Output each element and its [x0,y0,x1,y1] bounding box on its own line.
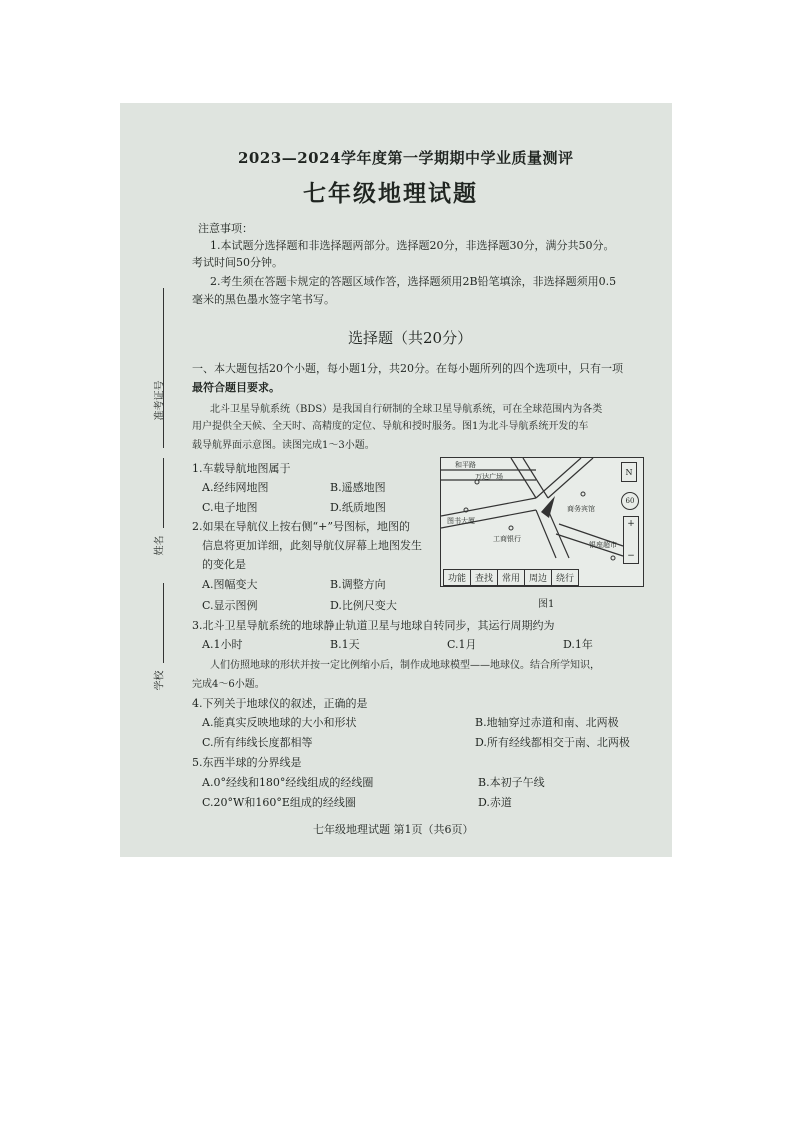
exam-no-label: 准考证号 [154,380,166,421]
part1-instruction-2: 最符合题目要求。 [192,381,280,394]
school-line [163,583,164,663]
name-line [163,458,164,528]
q3-option-a: A.1小时 [202,638,243,651]
map-label-market: 银座超市 [589,541,617,549]
navigation-map-figure [440,457,644,587]
q3-option-b: B.1天 [330,638,360,651]
q2-stem-3: 的变化是 [202,558,246,571]
passage1-line-2: 用户提供全天候、全天时、高精度的定位、导航和授时服务。图1为北斗导航系统开发的车 [192,421,589,432]
notice-line-1b: 考试时间50分钟。 [192,256,283,269]
q2-option-b: B.调整方向 [330,578,386,591]
zoom-control [623,516,639,564]
q1-option-b: B.遥感地图 [330,481,386,494]
q5-option-b: B.本初子午线 [478,776,545,789]
zoom-in-button[interactable]: + [627,519,635,529]
notice-line-2b: 毫米的黑色墨水签字笔书写。 [192,293,335,306]
exam-paper [120,103,672,857]
zoom-out-button[interactable]: − [627,551,635,561]
q4-stem: 4.下列关于地球仪的叙述，正确的是 [192,697,368,710]
passage1-line-3: 载导航界面示意图。读图完成1～3小题。 [192,440,375,451]
q3-stem: 3.北斗卫星导航系统的地球静止轨道卫星与地球自转同步，其运行周期约为 [192,619,555,632]
north-label: N [625,467,633,477]
passage2-line-1: 人们仿照地球的形状并按一定比例缩小后，制作成地球模型——地球仪。结合所学知识， [210,660,600,671]
map-button-detour[interactable]: 绕行 [551,569,579,586]
passage2-line-2: 完成4～6小题。 [192,679,265,690]
section-title: 选择题（共20分） [348,329,473,347]
q3-option-d: D.1年 [563,638,593,651]
q4-option-c: C.所有纬线长度都相等 [202,736,313,749]
map-label-bank: 工商银行 [493,535,521,543]
q1-option-d: D.纸质地图 [330,501,386,514]
page-footer: 七年级地理试题 第1页（共6页） [313,823,474,836]
vehicle-arrow-icon [541,496,555,518]
school-label: 学校 [154,670,166,691]
map-label-wanda: 万达广场 [475,473,503,481]
map-label-library: 图书大厦 [447,517,475,525]
part1-instruction-1: 一、本大题包括20个小题，每小题1分，共20分。在每小题所列的四个选项中，只有一项 [192,362,623,375]
q5-option-d: D.赤道 [478,796,512,809]
q5-stem: 5.东西半球的分界线是 [192,756,302,769]
exam-no-line [163,288,164,448]
q4-option-d: D.所有经线都相交于南、北两极 [475,736,630,749]
speed-limit-value: 60 [625,497,635,505]
q1-option-a: A.经纬网地图 [202,481,269,494]
notice-line-1a: 1.本试题分选择题和非选择题两部分。选择题20分，非选择题30分，满分共50分。 [210,239,615,252]
q5-option-a: A.0°经线和180°经线组成的经线圈 [202,776,374,789]
q2-stem-2: 信息将更加详细，此刻导航仪屏幕上地图发生 [202,539,422,552]
q5-option-c: C.20°W和160°E组成的经线圈 [202,796,356,809]
q4-option-b: B.地轴穿过赤道和南、北两极 [475,716,619,729]
north-compass-icon [621,462,637,482]
q3-option-c: C.1月 [447,638,477,651]
q2-stem-1: 2.如果在导航仪上按右侧“+”号图标，地图的 [192,520,410,533]
map-button-nearby[interactable]: 周边 [524,569,552,586]
map-button-function[interactable]: 功能 [443,569,471,586]
map-button-frequent[interactable]: 常用 [497,569,525,586]
q2-option-a: A.图幅变大 [202,578,258,591]
notice-line-2a: 2.考生须在答题卡规定的答题区域作答，选择题须用2B铅笔填涂，非选择题须用0.5 [210,275,617,288]
q1-option-c: C.电子地图 [202,501,258,514]
exam-title: 2023—2024学年度第一学期期中学业质量测评 [238,149,574,167]
q2-option-d: D.比例尺变大 [330,599,397,612]
q2-option-c: C.显示图例 [202,599,258,612]
q1-stem: 1.车载导航地图属于 [192,462,291,475]
map-road-label: 和平路 [455,461,476,469]
exam-subtitle: 七年级地理试题 [303,180,478,207]
figure-caption: 图1 [538,599,555,610]
name-label: 姓名 [154,535,166,556]
notice-heading: 注意事项： [198,222,253,235]
speed-limit-sign [621,492,639,510]
passage1-line-1: 北斗卫星导航系统（BDS）是我国自行研制的全球卫星导航系统，可在全球范围内为各类 [210,404,603,415]
map-label-hotel: 商务宾馆 [567,505,595,513]
map-button-search[interactable]: 查找 [470,569,498,586]
q4-option-a: A.能真实反映地球的大小和形状 [202,716,357,729]
